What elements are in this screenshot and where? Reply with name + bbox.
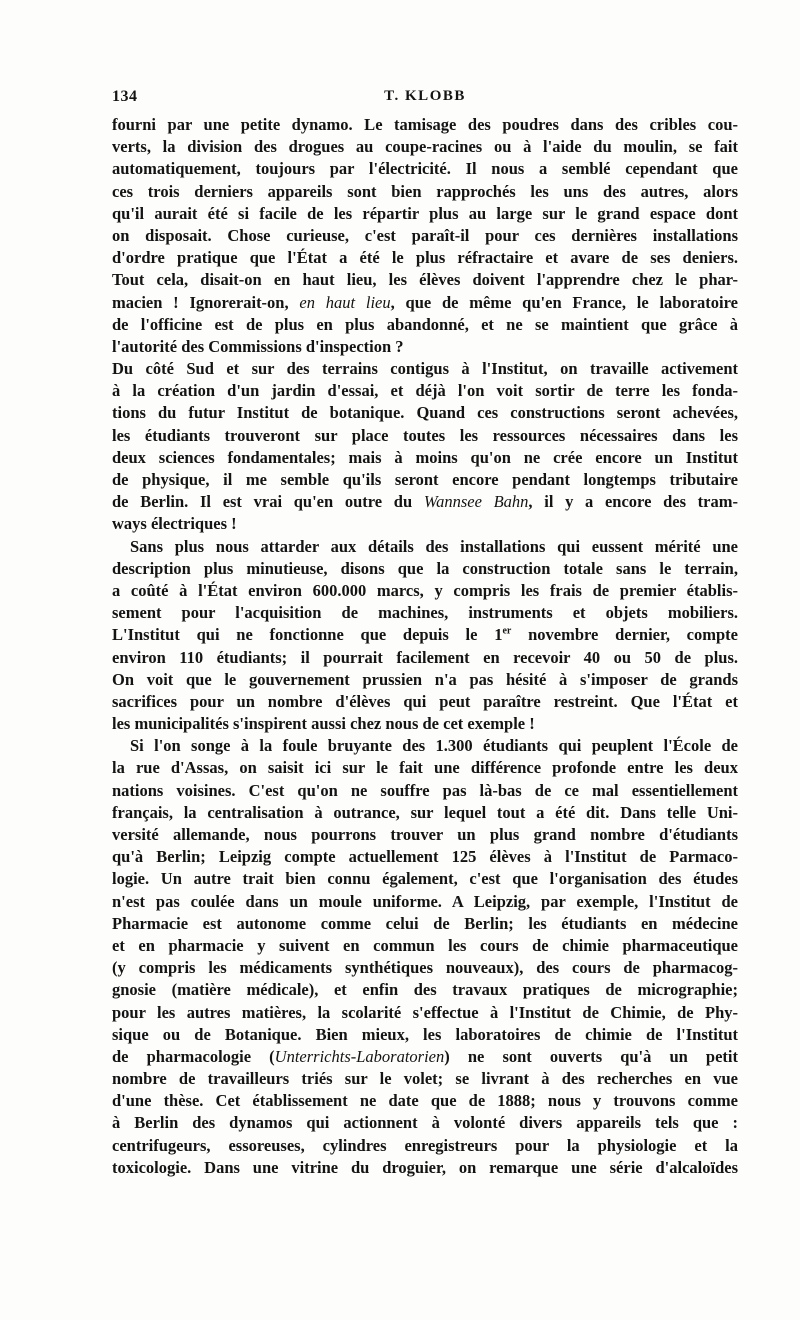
line-text: qu'à Berlin; Leipzig compte actuellement 125 élèves à l'Institut de Parmaco-	[112, 847, 738, 867]
text-line	[112, 314, 738, 336]
text-line	[112, 957, 738, 979]
line-text: ces trois derniers appareils sont bien rapprochés les uns des autres, alors	[112, 181, 738, 201]
line-text: Si l'on songe à la foule bruyante des 1.300 étudiants qui peuplent l'École de	[130, 736, 738, 756]
line-text: à la création d'un jardin d'essai, et déjà l'on voit sortir de terre les fonda-	[112, 381, 738, 401]
line-text: centrifugeurs, essoreuses, cylindres enregistreurs pour la physiologie et la	[112, 1135, 738, 1155]
text-line	[112, 1135, 738, 1157]
line-text: on disposait. Chose curieuse, c'est paraît-il pour ces dernières installations	[112, 225, 738, 245]
italic-text: Unterrichts-Laboratorien	[274, 1046, 445, 1066]
text-line	[112, 447, 738, 469]
text-line	[112, 336, 738, 358]
text-line	[112, 358, 738, 380]
text-line	[112, 891, 738, 913]
line-text: description plus minutieuse, disons que la construction totale sans le terrain,	[112, 558, 738, 578]
text-line	[112, 292, 738, 314]
text-line	[112, 158, 738, 180]
running-head-author: T. KLOBB	[384, 88, 466, 104]
line-text-cont: , que de même qu'en France, le laboratoire	[390, 292, 738, 312]
line-text: versité allemande, nous pourrons trouver un plus grand nombre d'étudiants	[112, 825, 738, 844]
line-text: nombre de travailleurs triés sur le volet; se livrant à des recherches en vue	[112, 1069, 738, 1089]
line-text: logie. Un autre trait bien connu également, c'est que l'organisation des études	[112, 869, 738, 889]
line-text: (y compris les médicaments synthétiques nouveaux), des cours de pharmacog-	[112, 958, 738, 978]
line-text: macien ! Ignorerait-on,	[112, 292, 300, 312]
text-line	[112, 824, 738, 846]
text-line	[112, 136, 738, 158]
text-line	[112, 602, 738, 624]
line-text: sement pour l'acquisition de machines, instruments et objets mobiliers.	[112, 603, 738, 623]
text-line	[112, 580, 738, 602]
text-line	[112, 181, 738, 203]
line-text: n'est pas coulée dans un moule uniforme. A Leipzig, par exemple, l'Institut de	[112, 891, 738, 911]
line-text: tions du futur Institut de botanique. Quand ces constructions seront achevées,	[112, 403, 738, 423]
text-line	[112, 846, 738, 868]
line-text: de pharmacologie (	[112, 1046, 275, 1066]
line-text: de l'officine est de plus en plus abandonné, et ne se maintient que grâce à	[112, 314, 738, 334]
line-text: qu'il aurait été si facile de les répartir plus au large sur le grand espace dont	[112, 203, 738, 223]
italic-text: Wannsee Bahn	[423, 492, 529, 512]
text-line	[112, 114, 738, 136]
text-line	[112, 1002, 738, 1024]
text-line	[112, 669, 738, 691]
text-line	[112, 1090, 738, 1112]
text-line	[112, 425, 738, 447]
line-text: la rue d'Assas, on saisit ici sur le fait une différence profonde entre les deux	[112, 758, 738, 778]
text-line	[112, 380, 738, 402]
text-line	[112, 935, 738, 957]
text-line	[112, 225, 738, 247]
line-text: Du côté Sud et sur des terrains contigus à l'Institut, on travaille activement	[112, 359, 738, 379]
page-number: 134	[112, 88, 138, 105]
line-text: environ 110 étudiants; il pourrait facilement en recevoir 40 ou 50 de plus.	[112, 647, 738, 667]
line-text-cont: novembre dernier, compte	[511, 625, 738, 645]
text-line	[112, 536, 738, 558]
text-line	[112, 1112, 738, 1134]
text-line	[112, 469, 738, 491]
text-line	[112, 913, 738, 935]
line-text: et en pharmacie y suivent en commun les cours de chimie pharmaceutique	[112, 935, 738, 955]
text-line	[112, 735, 738, 757]
line-text: d'une thèse. Cet établissement ne date que de 1888; nous y trouvons comme	[112, 1091, 738, 1111]
text-line	[112, 402, 738, 424]
text-line	[112, 558, 738, 580]
text-line	[112, 802, 738, 824]
line-text: Sans plus nous attarder aux détails des installations qui eussent mérité une	[130, 536, 738, 556]
line-text: sique ou de Botanique. Bien mieux, les laboratoires de chimie de l'Institut	[112, 1024, 738, 1044]
text-line	[112, 1024, 738, 1046]
line-text: nations voisines. C'est qu'on ne souffre pas là-bas de ce mal essentiellement	[112, 780, 738, 800]
line-text: gnosie (matière médicale), et enfin des travaux pratiques de micrographie;	[112, 980, 738, 1000]
line-text: les municipalités s'inspirent aussi chez nous de cet exemple !	[112, 714, 535, 734]
line-text: fourni par une petite dynamo. Le tamisage des poudres dans des cribles cou-	[112, 115, 738, 134]
text-line	[112, 691, 738, 713]
text-line	[112, 1046, 738, 1068]
line-text-cont: , il y a encore des tram-	[528, 492, 738, 512]
text-line	[112, 269, 738, 291]
line-text: On voit que le gouvernement prussien n'a pas hésité à s'imposer de grands	[112, 669, 738, 689]
text-line	[112, 491, 738, 513]
line-text: pour les autres matières, la scolarité s'effectue à l'Institut de Chimie, de Phy-	[112, 1002, 738, 1022]
text-line	[112, 513, 738, 535]
line-text: deux sciences fondamentales; mais à moins qu'on ne crée encore un Institut	[112, 447, 738, 467]
line-text: français, la centralisation à outrance, sur lequel tout a été dit. Dans telle Uni-	[112, 802, 738, 822]
line-text: L'Institut qui ne fonctionne que depuis le 1	[112, 625, 503, 645]
text-line	[112, 1157, 738, 1179]
line-text: l'autorité des Commissions d'inspection ?	[112, 336, 404, 356]
line-text: automatiquement, toujours par l'électricité. Il nous a semblé cependant que	[112, 159, 738, 179]
text-line	[112, 713, 738, 735]
line-text: de Berlin. Il est vrai qu'en outre du	[112, 492, 424, 512]
line-text: sacrifices pour un nombre d'élèves qui peut paraître restreint. Que l'État et	[112, 691, 738, 711]
italic-text: en haut lieu	[299, 292, 391, 312]
line-text: Tout cela, disait-on en haut lieu, les élèves doivent l'apprendre chez le phar-	[112, 270, 738, 290]
text-line	[112, 624, 738, 646]
line-text: verts, la division des drogues au coupe-racines ou à l'aide du moulin, se fait	[112, 137, 738, 157]
running-head	[112, 88, 738, 110]
line-text: à Berlin des dynamos qui actionnent à volonté divers appareils tels que :	[112, 1113, 738, 1133]
text-line	[112, 780, 738, 802]
text-line	[112, 247, 738, 269]
line-text: de physique, il me semble qu'ils seront encore pendant longtemps tributaire	[112, 470, 738, 489]
text-line	[112, 647, 738, 669]
line-text-cont: ) ne sont ouverts qu'à un petit	[444, 1046, 738, 1066]
text-line	[112, 868, 738, 890]
body-text	[112, 114, 738, 1179]
line-text: Pharmacie est autonome comme celui de Berlin; les étudiants en médecine	[112, 913, 738, 933]
text-line	[112, 1068, 738, 1090]
text-line	[112, 979, 738, 1001]
text-line	[112, 757, 738, 779]
line-text: toxicologie. Dans une vitrine du droguier, on remarque une série d'alcaloïdes	[112, 1157, 738, 1177]
line-text: les étudiants trouveront sur place toutes les ressources nécessaires dans les	[112, 425, 738, 445]
line-text: ways électriques !	[112, 514, 237, 534]
line-text: a coûté à l'État environ 600.000 marcs, y compris les frais de premier établis-	[112, 580, 738, 600]
superscript: er	[502, 625, 512, 637]
line-text: d'ordre pratique que l'État a été le plus réfractaire et avare de ses deniers.	[112, 248, 738, 268]
text-line	[112, 203, 738, 225]
